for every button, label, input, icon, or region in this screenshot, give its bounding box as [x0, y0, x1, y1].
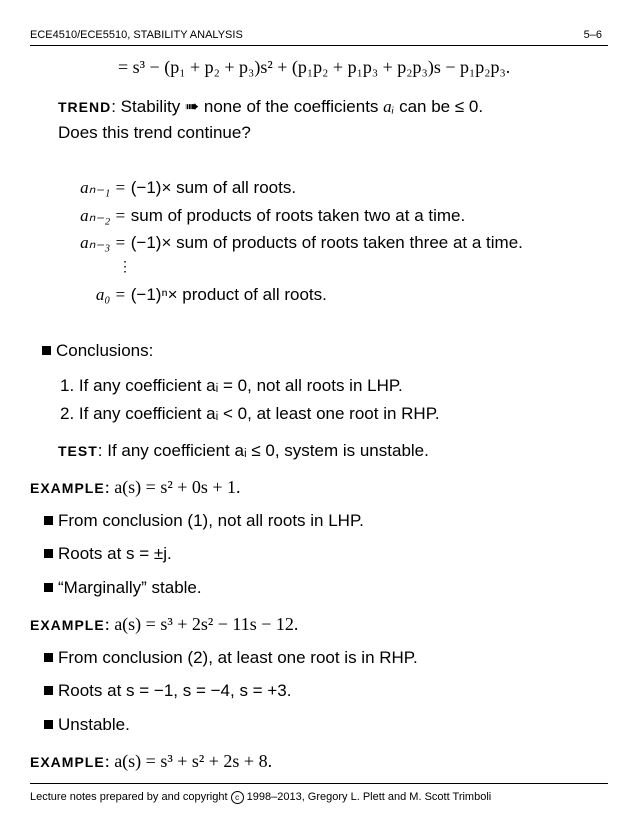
footer-post: 1998–2013, Gregory L. Plett and M. Scott Trimboli — [243, 791, 492, 803]
test-statement — [58, 441, 429, 461]
trend-tail: can be ≤ 0. — [394, 97, 484, 116]
coeff-lhs: aₙ₋₁ = — [80, 178, 126, 197]
conclusion-item: 1. If any coefficient aᵢ = 0, not all roots in LHP. — [60, 376, 403, 395]
footer-pre: Lecture notes prepared by and copyright — [30, 791, 231, 803]
bullet-icon — [44, 549, 53, 558]
example-label: EXAMPLE — [30, 480, 105, 496]
bullet-text: Unstable. — [58, 715, 130, 734]
header-rule — [30, 45, 608, 46]
coeff-text: sum of products of roots taken two at a time. — [130, 206, 466, 225]
coeff-text: (−1)× sum of all roots. — [130, 178, 297, 197]
example-heading — [30, 477, 241, 498]
bullet-text: Roots at s = −1, s = −4, s = +3. — [58, 681, 292, 700]
bullet-text: “Marginally” stable. — [58, 578, 202, 597]
coeff-lhs: aₙ₋₃ = — [80, 233, 126, 252]
bullet-icon — [44, 516, 53, 525]
copyright-icon: c — [231, 791, 244, 804]
trend-statement — [58, 97, 483, 117]
coeff-lhs: a₀ = — [95, 285, 126, 304]
trend-label: TREND — [58, 99, 112, 115]
conclusions-heading — [42, 341, 153, 361]
bullet-icon — [44, 583, 53, 592]
conclusion-item: 2. If any coefficient aᵢ < 0, at least one root in RHP. — [60, 404, 440, 423]
page-number: 5–6 — [583, 29, 602, 41]
coeff-text: (−1)× sum of products of roots taken three at a time. — [130, 233, 523, 252]
footer-rule — [30, 783, 608, 784]
running-header: ECE4510/ECE5510, STABILITY ANALYSIS — [30, 29, 243, 41]
example-bullet — [44, 511, 364, 531]
example-bullet — [44, 544, 172, 564]
expanded-polynomial: = s³ − (p₁ + p₂ + p₃)s² + (p₁p₂ + p₁p₃ + p₂p₃)s − p₁p₂p₃. — [118, 57, 511, 77]
coeff-lhs: aₙ₋₂ = — [80, 206, 126, 225]
example-heading — [30, 751, 272, 772]
example-label: EXAMPLE — [30, 754, 105, 770]
bullet-text: From conclusion (1), not all roots in LHP. — [58, 511, 364, 530]
example-equation: : a(s) = s² + 0s + 1. — [104, 477, 241, 497]
example-bullet — [44, 681, 291, 701]
trend-text: : Stability ➠ none of the coefficients — [111, 97, 384, 116]
test-label: TEST — [58, 443, 98, 459]
vertical-dots: ⋮ — [118, 258, 132, 274]
example-equation: : a(s) = s³ + 2s² − 11s − 12. — [104, 614, 299, 634]
trend-var: aᵢ — [383, 97, 395, 116]
coeff-text: (−1)ⁿ× product of all roots. — [130, 285, 327, 304]
example-heading — [30, 614, 298, 635]
example-bullet — [44, 715, 130, 735]
example-equation: : a(s) = s³ + s² + 2s + 8. — [104, 751, 273, 771]
bullet-icon — [44, 653, 53, 662]
bullet-text: From conclusion (2), at least one root is in RHP. — [58, 648, 418, 667]
test-text: : If any coefficient aᵢ ≤ 0, system is unstable. — [97, 441, 429, 460]
example-bullet — [44, 648, 418, 668]
question: Does this trend continue? — [58, 123, 251, 142]
coeff-row — [66, 285, 327, 305]
conclusions-label: Conclusions: — [56, 341, 154, 360]
bullet-icon — [44, 686, 53, 695]
bullet-icon — [44, 720, 53, 729]
example-label: EXAMPLE — [30, 617, 105, 633]
coeff-row — [66, 206, 465, 226]
footer — [30, 791, 491, 804]
coeff-row — [66, 233, 523, 253]
bullet-text: Roots at s = ±j. — [58, 544, 172, 563]
example-bullet — [44, 578, 202, 598]
bullet-icon — [42, 346, 51, 355]
coeff-row — [66, 178, 296, 198]
